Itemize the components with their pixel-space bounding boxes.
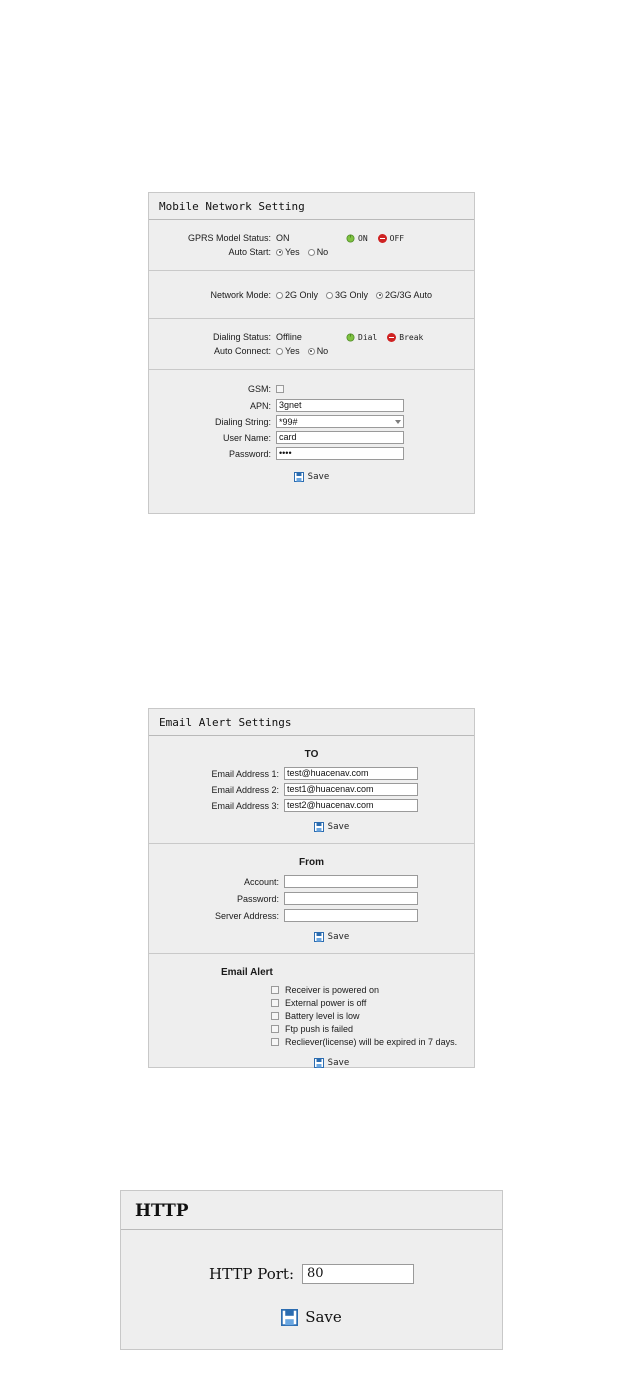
- auto-connect-yes-label: Yes: [285, 346, 300, 356]
- alert-item-ftp-failed[interactable]: [149, 1024, 474, 1034]
- checkbox-icon[interactable]: [271, 1038, 279, 1046]
- save-disk-icon: [314, 822, 324, 832]
- dialing-string-label: Dialing String:: [214, 416, 271, 427]
- dialing-string-value: *99#: [279, 416, 298, 427]
- auto-start-no-option[interactable]: [308, 247, 329, 257]
- auto-start-yes-option[interactable]: [276, 247, 300, 257]
- account-input[interactable]: [284, 875, 418, 888]
- from-password-input[interactable]: [284, 892, 418, 905]
- alert-item-license-expiring[interactable]: [149, 1037, 474, 1047]
- network-mode-3g-option[interactable]: [326, 290, 368, 300]
- email-address-1-label: Email Address 1:: [211, 768, 279, 779]
- http-panel: [120, 1190, 503, 1350]
- dialing-status-label: Dialing Status:: [212, 332, 271, 342]
- dialing-section: [149, 319, 474, 370]
- alert-item-ftp-failed-label: Ftp push is failed: [285, 1024, 354, 1034]
- email-from-section: [149, 844, 474, 954]
- radio-icon: [276, 348, 283, 355]
- auto-connect-row: [149, 346, 474, 356]
- email-address-1-input[interactable]: [284, 767, 418, 780]
- network-mode-3g-label: 3G Only: [335, 290, 369, 300]
- save-disk-icon: [281, 1309, 298, 1326]
- network-mode-2g-label: 2G Only: [285, 290, 319, 300]
- gprs-off-button[interactable]: [378, 234, 404, 243]
- network-mode-auto-option[interactable]: [376, 290, 432, 300]
- chevron-down-icon: [395, 420, 401, 424]
- account-label: Account:: [243, 876, 279, 887]
- auto-connect-no-option[interactable]: [308, 346, 329, 356]
- http-save-label: Save: [305, 1308, 342, 1326]
- alert-item-powered-on-label: Receiver is powered on: [285, 985, 380, 995]
- mobile-network-title: Mobile Network Setting: [149, 193, 474, 220]
- connection-credentials-section: [149, 370, 474, 495]
- auto-connect-label: Auto Connect:: [213, 346, 271, 356]
- auto-connect-yes-option[interactable]: [276, 346, 300, 356]
- gprs-off-label: OFF: [389, 233, 405, 243]
- email-address-3-input[interactable]: [284, 799, 418, 812]
- mobile-save-button[interactable]: [149, 472, 474, 482]
- plug-on-icon: [346, 234, 355, 243]
- alert-item-external-power-off[interactable]: [149, 998, 474, 1008]
- http-port-input[interactable]: [302, 1264, 414, 1284]
- apn-row: [149, 399, 474, 412]
- alert-item-powered-on[interactable]: [149, 985, 474, 995]
- email-address-1-row: [149, 767, 474, 780]
- auto-start-row: [149, 247, 474, 257]
- from-password-row: [149, 892, 474, 905]
- dialing-status-value: Offline: [276, 332, 302, 342]
- mobile-network-panel: [148, 192, 475, 514]
- email-from-save-button[interactable]: [149, 932, 474, 942]
- radio-icon: [376, 292, 383, 299]
- user-name-input[interactable]: [276, 431, 404, 444]
- server-address-input[interactable]: [284, 909, 418, 922]
- email-alert-title: Email Alert Settings: [149, 709, 474, 736]
- email-to-save-label: Save: [327, 822, 350, 832]
- http-port-row: [121, 1264, 502, 1284]
- apn-label: APN:: [249, 400, 271, 411]
- email-alert-save-button[interactable]: [149, 1058, 474, 1068]
- email-address-2-label: Email Address 2:: [211, 784, 279, 795]
- network-mode-label: Network Mode:: [210, 290, 271, 300]
- checkbox-icon[interactable]: [271, 986, 279, 994]
- stop-break-icon: [387, 333, 396, 342]
- dial-button[interactable]: [346, 333, 377, 342]
- email-address-3-label: Email Address 3:: [211, 800, 279, 811]
- email-alert-heading: Email Alert: [221, 967, 273, 978]
- save-disk-icon: [314, 932, 324, 942]
- apn-input[interactable]: [276, 399, 404, 412]
- from-password-label: Password:: [236, 893, 279, 904]
- dialing-string-select[interactable]: [276, 415, 404, 428]
- email-address-3-row: [149, 799, 474, 812]
- radio-icon: [276, 292, 283, 299]
- server-address-label: Server Address:: [214, 910, 279, 921]
- network-mode-2g-option[interactable]: [276, 290, 318, 300]
- gprs-on-label: ON: [358, 233, 368, 243]
- user-name-row: [149, 431, 474, 444]
- save-disk-icon: [314, 1058, 324, 1068]
- email-to-save-button[interactable]: [149, 822, 474, 832]
- alert-item-battery-low-label: Battery level is low: [285, 1011, 360, 1021]
- radio-icon: [326, 292, 333, 299]
- email-address-2-row: [149, 783, 474, 796]
- radio-icon: [308, 348, 315, 355]
- break-label: Break: [399, 332, 424, 342]
- stop-off-icon: [378, 234, 387, 243]
- password-label: Password:: [228, 448, 271, 459]
- http-save-button[interactable]: [121, 1308, 502, 1326]
- network-mode-row: [149, 290, 474, 300]
- gprs-section: [149, 220, 474, 271]
- email-from-heading: From: [299, 857, 324, 868]
- gprs-status-value: ON: [276, 233, 290, 243]
- email-alert-panel: [148, 708, 475, 1068]
- gprs-status-label: GPRS Model Status:: [187, 233, 271, 243]
- gsm-row: [149, 384, 474, 394]
- account-row: [149, 875, 474, 888]
- email-to-section: [149, 736, 474, 844]
- radio-icon: [308, 249, 315, 256]
- gprs-on-button[interactable]: [346, 234, 368, 243]
- server-address-row: [149, 909, 474, 922]
- mobile-save-label: Save: [307, 472, 330, 482]
- dialing-string-row: [149, 415, 474, 428]
- user-name-label: User Name:: [222, 432, 271, 443]
- auto-connect-no-label: No: [316, 346, 329, 356]
- email-address-2-input[interactable]: [284, 783, 418, 796]
- alert-item-external-power-off-label: External power is off: [285, 998, 367, 1008]
- alert-item-license-expiring-label: Recliever(license) will be expired in 7 days.: [285, 1037, 458, 1047]
- auto-start-yes-label: Yes: [285, 247, 300, 257]
- alert-item-battery-low[interactable]: [149, 1011, 474, 1021]
- email-to-heading: TO: [304, 749, 319, 760]
- auto-start-no-label: No: [316, 247, 329, 257]
- dial-label: Dial: [358, 332, 378, 342]
- plug-dial-icon: [346, 333, 355, 342]
- password-input[interactable]: [276, 447, 404, 460]
- gprs-status-row: [149, 233, 474, 243]
- save-disk-icon: [294, 472, 304, 482]
- http-port-label: HTTP Port:: [209, 1265, 294, 1283]
- radio-icon: [276, 249, 283, 256]
- gsm-checkbox[interactable]: [276, 385, 284, 393]
- password-row: [149, 447, 474, 460]
- http-title: HTTP: [121, 1191, 502, 1230]
- gsm-label: GSM:: [247, 384, 271, 394]
- email-alert-section: [149, 954, 474, 1079]
- dialing-status-row: [149, 332, 474, 342]
- email-from-save-label: Save: [327, 932, 350, 942]
- checkbox-icon[interactable]: [271, 999, 279, 1007]
- auto-start-label: Auto Start:: [228, 247, 271, 257]
- checkbox-icon[interactable]: [271, 1025, 279, 1033]
- break-button[interactable]: [387, 333, 423, 342]
- network-mode-section: [149, 271, 474, 319]
- checkbox-icon[interactable]: [271, 1012, 279, 1020]
- email-alert-save-label: Save: [327, 1058, 350, 1068]
- network-mode-auto-label: 2G/3G Auto: [385, 290, 433, 300]
